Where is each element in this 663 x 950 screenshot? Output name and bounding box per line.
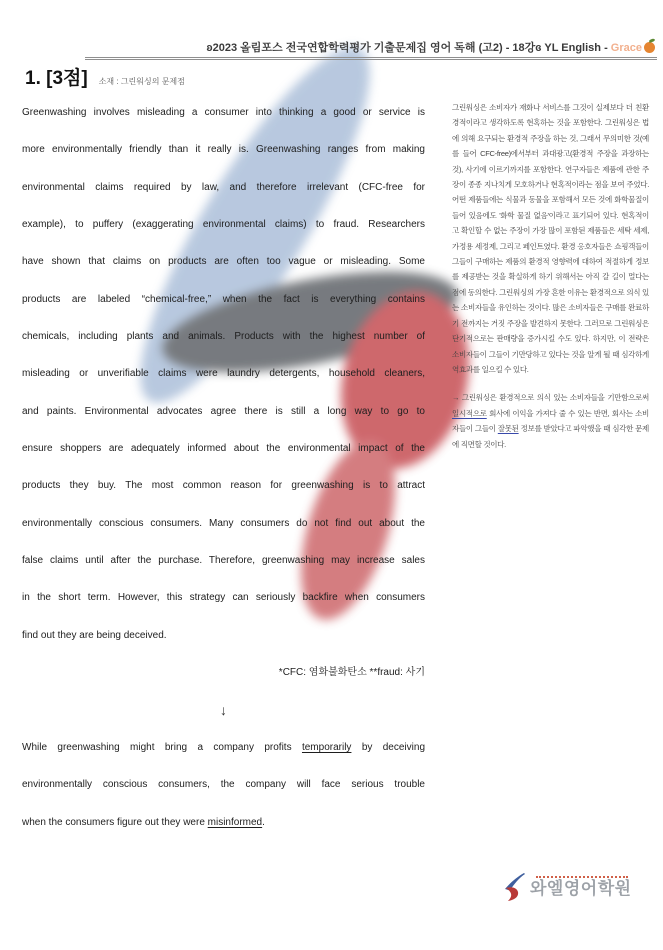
translation-sidebar [452,100,649,452]
passage-line: find out they are being deceived. [22,629,167,641]
translation-paragraph: 그린워싱은 소비자가 재화나 서비스를 그것이 실제보다 더 친환경적이라고 생각하도록 현혹하는 것을 포함한다. 그린워싱은 법에 의해 요구되는 환경적 주장을 하는 것, 그래서 무의미한 것(예를 들어 CFC-free)에서부터 과대광고(환경적 주장을 과장하는 것), 사기에 이르기까지를 포함한다. 연구자들은 제품에 관한 주장이 종종 지나치게 모호하거나 현혹적이라는 점을 보여 주었다. 어떤 제품들에는 식물과 동물을 포함해서 모든 것에 화학물질이 들어 있음에도 '화학 물질 없음'이라고 표기되어 있다. 현혹적이고 확인할 수 없는 주장이 가장 많이 포함된 제품들은 세탁 세제, 가정용 세정제, 그리고 페인트였다. 환경 옹호자들은 쇼핑객들이 그들이 구매하는 제품의 환경적 영향력에 대하여 적절하게 정보를 제공받는 것을 확실하게 하기 위해서는 아직 갈 길이 멀다는 점에 동의한다. 그린워싱의 가장 흔한 이유는 환경적으로 의식 있는 소비자들을 유인하는 것이다. 많은 소비자들은 구매를 완료하기 전까지는 거짓 주장을 발견하지 못한다. 그러므로 그린워싱은 단기적으로는 판매량을 증가시킬 수도 있다. 하지만, 이 전략은 소비자들이 그들이 기만당하고 있다는 것을 알게 될 때 심각하게 역효과를 일으킬 수 있다. [452,103,649,374]
passage-line: ensure shoppers are adequately informed about the environmental impact of the [22,443,425,455]
header-brand: Grace [610,42,642,54]
passage-column [22,94,425,841]
passage-line: more environmentally friendly than it really is. Greenwashing ranges from making [22,144,425,156]
passage-line: have shown that claims on products are often too vague or misleading. Some [22,256,425,268]
summary-line: While greenwashing might bring a company profits temporarily by deceiving [22,741,425,753]
academy-name: 와엘영어학원 [530,878,632,898]
passage [22,94,425,654]
down-arrow-icon: ↓ [220,701,227,718]
passage-line: products are labeled “chemical-free,” when the fact is everything contains [22,293,425,305]
passage-line: Greenwashing involves misleading a consumer into thinking a good or service is [22,107,425,118]
passage-line: false claims until after the purchase. Therefore, greenwashing may increase sales [22,555,425,567]
header-title: ʚ2023 올림포스 전국연합학력평가 기출문제집 영어 독해 (고2) - 18강ɞ YL English - [206,42,611,54]
summary [22,729,425,841]
passage-line: example), to puffery (exaggerating environmental claims) to fraud. Researchers [22,219,425,231]
footnote: *CFC: 염화불화탄소 **fraud: 사기 [278,667,425,679]
passage-line: misleading or unverifiable claims were laundry detergents, household cleaners, [22,368,425,380]
passage-line: environmental claims required by law, and therefore irrelevant (CFC-free for [22,181,425,193]
question-heading [25,63,185,90]
orange-fruit-icon [644,42,655,53]
passage-line: in the short term. However, this strategy can seriously backfire when consumers [22,592,425,604]
academy-swoosh-icon [503,872,525,901]
question-number: 1. [3점] [25,68,88,89]
passage-line: and paints. Environmental advocates agree there is still a long way to go to [22,405,425,417]
summary-line: environmentally conscious consumers, the company will face serious trouble [22,779,425,791]
footer-logo [503,872,632,901]
translation-summary: → 그린워싱은 환경적으로 의식 있는 소비자들을 기만함으로써 일시적으로 회사에 이익을 가져다 줄 수 있는 반면, 회사는 소비자들이 그들이 잘못된 정보를 받았다고 파악했을 때 심각한 문제에 직면할 것이다. [452,393,649,449]
footer-tagline-decoration [536,876,628,878]
summary-line: when the consumers figure out they were misinformed. [22,816,265,828]
passage-line: chemicals, including plants and animals. Products with the highest number of [22,331,425,343]
page-header [85,41,657,60]
passage-line: environmentally conscious consumers. Many consumers do not find out about the [22,517,425,529]
question-topic: 소재 : 그린워싱의 문제점 [98,77,185,86]
passage-line: products they buy. The most common reason for greenwashing is to attract [22,480,425,492]
